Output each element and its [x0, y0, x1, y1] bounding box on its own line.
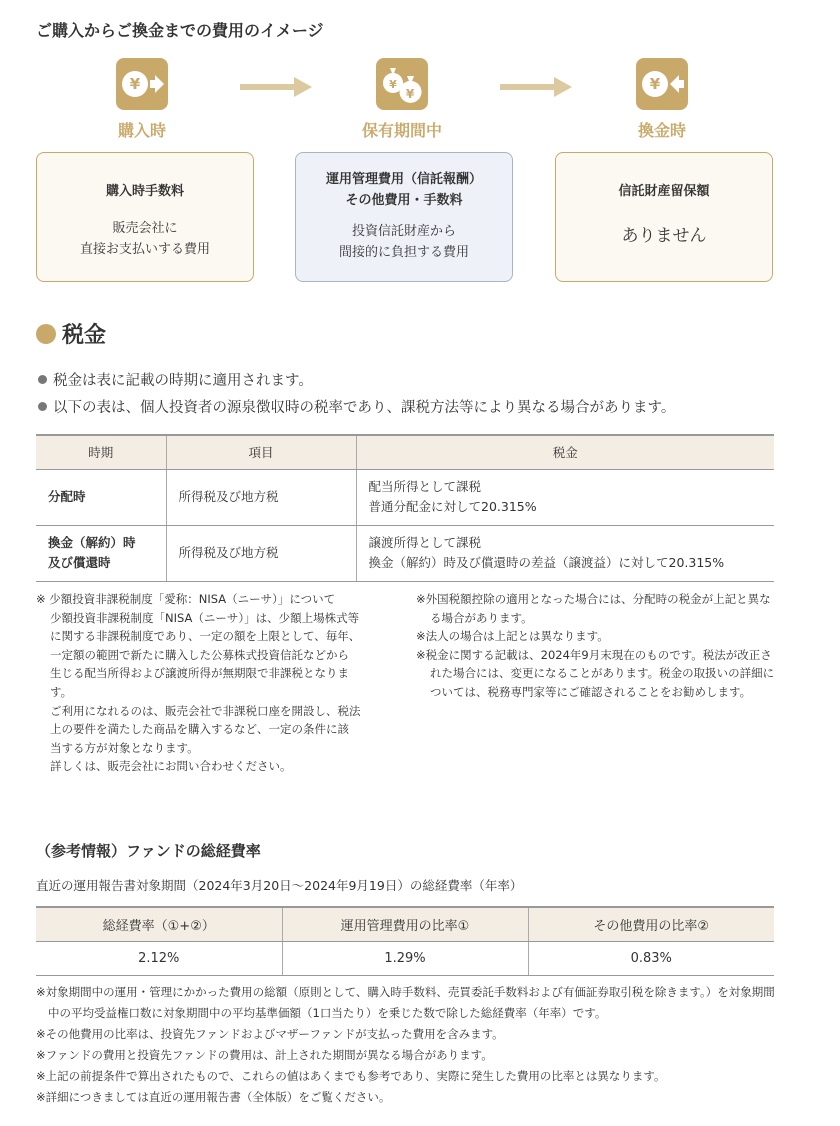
fee-box-redemption: [555, 152, 773, 282]
svg-text:¥: ¥: [649, 75, 661, 93]
table-header: その他費用の比率②: [528, 907, 774, 941]
flow-title: ご購入からご換金までの費用のイメージ: [36, 21, 324, 40]
table-header: 総経費率（①+②）: [36, 907, 282, 941]
stage-label-holding: 保有期間中: [361, 121, 442, 140]
management-fee-ratio: 1.29%: [282, 941, 528, 975]
fee-box-desc: 間接的に負担する費用: [338, 245, 469, 260]
table-header: 項目: [166, 435, 356, 469]
arrow-right-icon: [240, 76, 312, 98]
tax-side-notes: ※外国税額控除の適用となった場合には、分配時の税金が上記と異なる場合があります。 ※法人の場合は上記とは異なります。 ※税金に関する記載は、2024年9月末現在のものです。税法が改正された場合には、変更になることがあります。税金の取扱いの詳細については、税務専門家等にご確認されることをお勧めします。: [416, 592, 775, 699]
tax-item: 所得税及び地方税: [166, 469, 356, 525]
fee-box-desc: 直接お支払いする費用: [79, 242, 210, 257]
svg-text:¥: ¥: [405, 87, 415, 101]
table-row: [36, 941, 774, 975]
fee-box-title: 運用管理費用（信託報酬）: [325, 172, 482, 187]
other-expense-ratio: 0.83%: [528, 941, 774, 975]
table-row: [36, 469, 774, 525]
fee-box-title: 信託財産留保額: [618, 184, 710, 199]
fee-box-holding: [295, 152, 513, 282]
fee-box-desc: 投資信託財産から: [351, 224, 456, 239]
bullet-dot-icon: [38, 402, 47, 411]
yen-out-icon: [636, 58, 688, 110]
nisa-notes: ※ 少額投資非課税制度「愛称：NISA（ニーサ）」について 少額投資非課税制度「NISA（ニーサ）」は、少額上場株式等 に関する非課税制度であり、一定の額を上限として、毎年、 一定額の範囲で新たに購入した公募株式投資信託などから 生じる配当所得および譲渡所得が無期限で非課税となりま す。 ご利用になれるのは、販売会社で非課税口座を開設し、税法 上の要件を満たした商品を購入するなど、一定の条件に該 当する方が対象となります。 詳しくは、販売会社にお問い合わせください。: [36, 592, 361, 774]
fee-box-title: その他費用・手数料: [345, 193, 463, 208]
total-expense-ratio: 2.12%: [36, 941, 282, 975]
tax-bullet: 以下の表は、個人投資者の源泉徴収時の税率であり、課税方法等により異なる場合があります。: [38, 396, 675, 417]
tax-rate: 譲渡所得として課税 換金（解約）時及び償還時の差益（譲渡益）に対して20.315%: [356, 525, 774, 581]
fee-box-purchase: [36, 152, 254, 282]
stage-label-purchase: 購入時: [117, 121, 166, 140]
fee-box-desc: ありません: [621, 226, 707, 246]
tax-period: 分配時: [36, 469, 166, 525]
tax-rate: 配当所得として課税 普通分配金に対して20.315%: [356, 469, 774, 525]
svg-text:¥: ¥: [129, 75, 141, 93]
tax-table: [36, 434, 774, 582]
reference-title: （参考情報）ファンドの総経費率: [36, 842, 261, 860]
table-row: [36, 525, 774, 581]
stage-label-redemption: 換金時: [637, 121, 686, 140]
fee-box-desc: 販売会社に: [112, 221, 178, 236]
reference-subtitle: 直近の運用報告書対象期間（2024年3月20日～2024年9月19日）の総経費率（年率）: [36, 878, 523, 893]
tax-heading-text: 税金: [62, 323, 107, 348]
table-header: 税金: [356, 435, 774, 469]
reference-footnotes: ※対象期間中の運用・管理にかかった費用の総額（原則として、購入時手数料、売買委託手数料および有価証券取引税を除きます。）を対象期間中の平均受益権口数に対象期間中の平均基準価額（1口当たり）を乗じた数で除した総経費率（年率）です。 ※その他費用の比率は、投資先ファンドおよびマザーファンドが支払った費用を含みます。 ※ファンドの費用と投資先ファンドの費用は、計上された期間が異なる場合があります。 ※上記の前提条件で算出されたもので、これらの値はあくまでも参考であり、実際に発生した費用の比率とは異なります。 ※詳細につきましては直近の運用報告書（全体版）をご覧ください。: [36, 985, 775, 1104]
tax-heading: [36, 318, 106, 349]
circle-bullet-icon: [36, 324, 56, 344]
expense-ratio-table: [36, 906, 774, 976]
tax-period: 換金（解約）時 及び償還時: [36, 525, 166, 581]
fee-box-title: 購入時手数料: [105, 184, 184, 199]
table-header: 運用管理費用の比率①: [282, 907, 528, 941]
svg-text:¥: ¥: [389, 78, 397, 91]
tax-bullet: 税金は表に記載の時期に適用されます。: [38, 369, 313, 390]
money-bags-icon: [376, 58, 428, 110]
table-header: 時期: [36, 435, 166, 469]
tax-item: 所得税及び地方税: [166, 525, 356, 581]
yen-in-icon: [116, 58, 168, 110]
arrow-right-icon: [500, 76, 572, 98]
bullet-dot-icon: [38, 375, 47, 384]
